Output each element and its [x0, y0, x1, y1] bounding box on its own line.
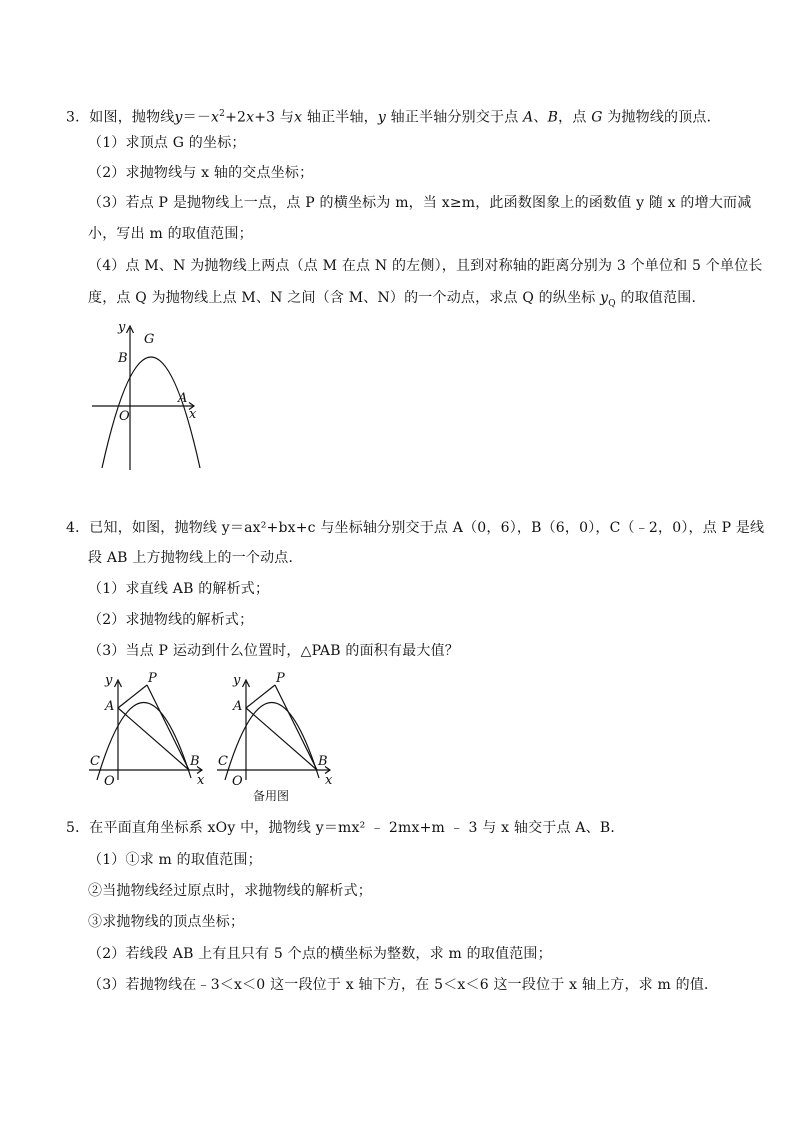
parabola-curve	[102, 357, 200, 468]
problem-5-q1b: ②当抛物线经过原点时，求抛物线的解析式；	[88, 883, 372, 899]
problem-4-q1: （1）求直线 AB 的解析式；	[88, 581, 270, 597]
segment-ab	[118, 708, 189, 770]
label-x: x	[197, 773, 205, 788]
problem-4-figure-main	[85, 668, 210, 790]
spare-figure-caption: 备用图	[253, 789, 290, 803]
problem-3-q3-line2: 小，写出 m 的取值范围；	[88, 226, 253, 242]
label-y: y	[233, 673, 241, 688]
problem-3-q1: （1）求顶点 G 的坐标；	[88, 135, 246, 151]
problem-3-q4-line2: 度，点 Q 为抛物线上点 M、N 之间（含 M、N）的一个动点，求点 Q 的纵坐标 $y_Q$ 的取值范围．	[88, 290, 706, 309]
label-point-b: B	[190, 754, 200, 769]
segment-pb	[275, 685, 317, 770]
parabola-curve	[225, 702, 319, 780]
label-y: y	[105, 673, 113, 688]
label-origin-o: O	[232, 774, 243, 789]
problem-4-figure-spare	[213, 668, 338, 804]
label-point-a: A	[233, 699, 243, 714]
problem-3-q2: （2）求抛物线与 x 轴的交点坐标；	[88, 165, 314, 181]
label-origin-o: O	[119, 409, 130, 424]
label-x: x	[189, 407, 197, 422]
problem-5-q1: （1）①求 m 的取值范围；	[88, 852, 262, 868]
label-x: x	[325, 773, 333, 788]
problem-4-stem-line2: 段 AB 上方抛物线上的一个动点．	[88, 550, 303, 566]
segment-ap	[246, 685, 275, 708]
label-point-b: B	[118, 351, 128, 366]
problem-3-q3-line1: （3）若点 P 是抛物线上一点，点 P 的横坐标为 m，当 x≥m，此函数图象上的函数值 y 随 x 的增大而减	[88, 195, 752, 211]
label-point-c: C	[218, 754, 228, 769]
problem-5-q3: （3）若抛物线在﹣3＜x＜0 这一段位于 x 轴下方，在 5＜x＜6 这一段位于 x 轴上方，求 m 的值．	[88, 977, 719, 993]
label-point-a: A	[105, 699, 115, 714]
label-point-p: P	[148, 671, 157, 686]
problem-5-stem: 5．在平面直角坐标系 xOy 中，抛物线 y＝mx² ﹣ 2mx+m ﹣ 3 与 x 轴交于点 A、B．	[66, 820, 625, 836]
segment-ap	[118, 685, 147, 708]
label-point-b: B	[318, 754, 328, 769]
label-point-c: C	[90, 754, 100, 769]
segment-pb	[147, 685, 189, 770]
problem-4-stem-line1: 4．已知，如图，抛物线 y＝ax²+bx+c 与坐标轴分别交于点 A（0，6），B（6，0），C（﹣2，0），点 P 是线	[66, 520, 765, 536]
label-y: y	[118, 320, 126, 335]
problem-4-q3: （3）当点 P 运动到什么位置时，△PAB 的面积有最大值？	[88, 643, 459, 659]
segment-ab	[246, 708, 317, 770]
parabola-curve	[97, 702, 191, 780]
label-point-a: A	[178, 391, 188, 406]
problem-5-q1c: ③求抛物线的顶点坐标；	[88, 914, 245, 930]
label-vertex-g: G	[144, 332, 155, 347]
problem-3-figure	[85, 318, 205, 473]
problem-5-q2: （2）若线段 AB 上有且只有 5 个点的横坐标为整数，求 m 的取值范围；	[88, 946, 552, 962]
label-origin-o: O	[104, 774, 115, 789]
problem-3-stem: 3．如图，抛物线$y=-x^2+2x+3$ 与x 轴正半轴，y 轴正半轴分别交于点 A、B，点 G 为抛物线的顶点．	[66, 109, 721, 126]
label-point-p: P	[276, 671, 285, 686]
problem-4-q2: （2）求抛物线的解析式；	[88, 612, 254, 628]
problem-3-q4-line1: （4）点 M、N 为抛物线上两点（点 M 在点 N 的左侧），且到对称轴的距离分别为 3 个单位和 5 个单位长	[88, 258, 763, 274]
